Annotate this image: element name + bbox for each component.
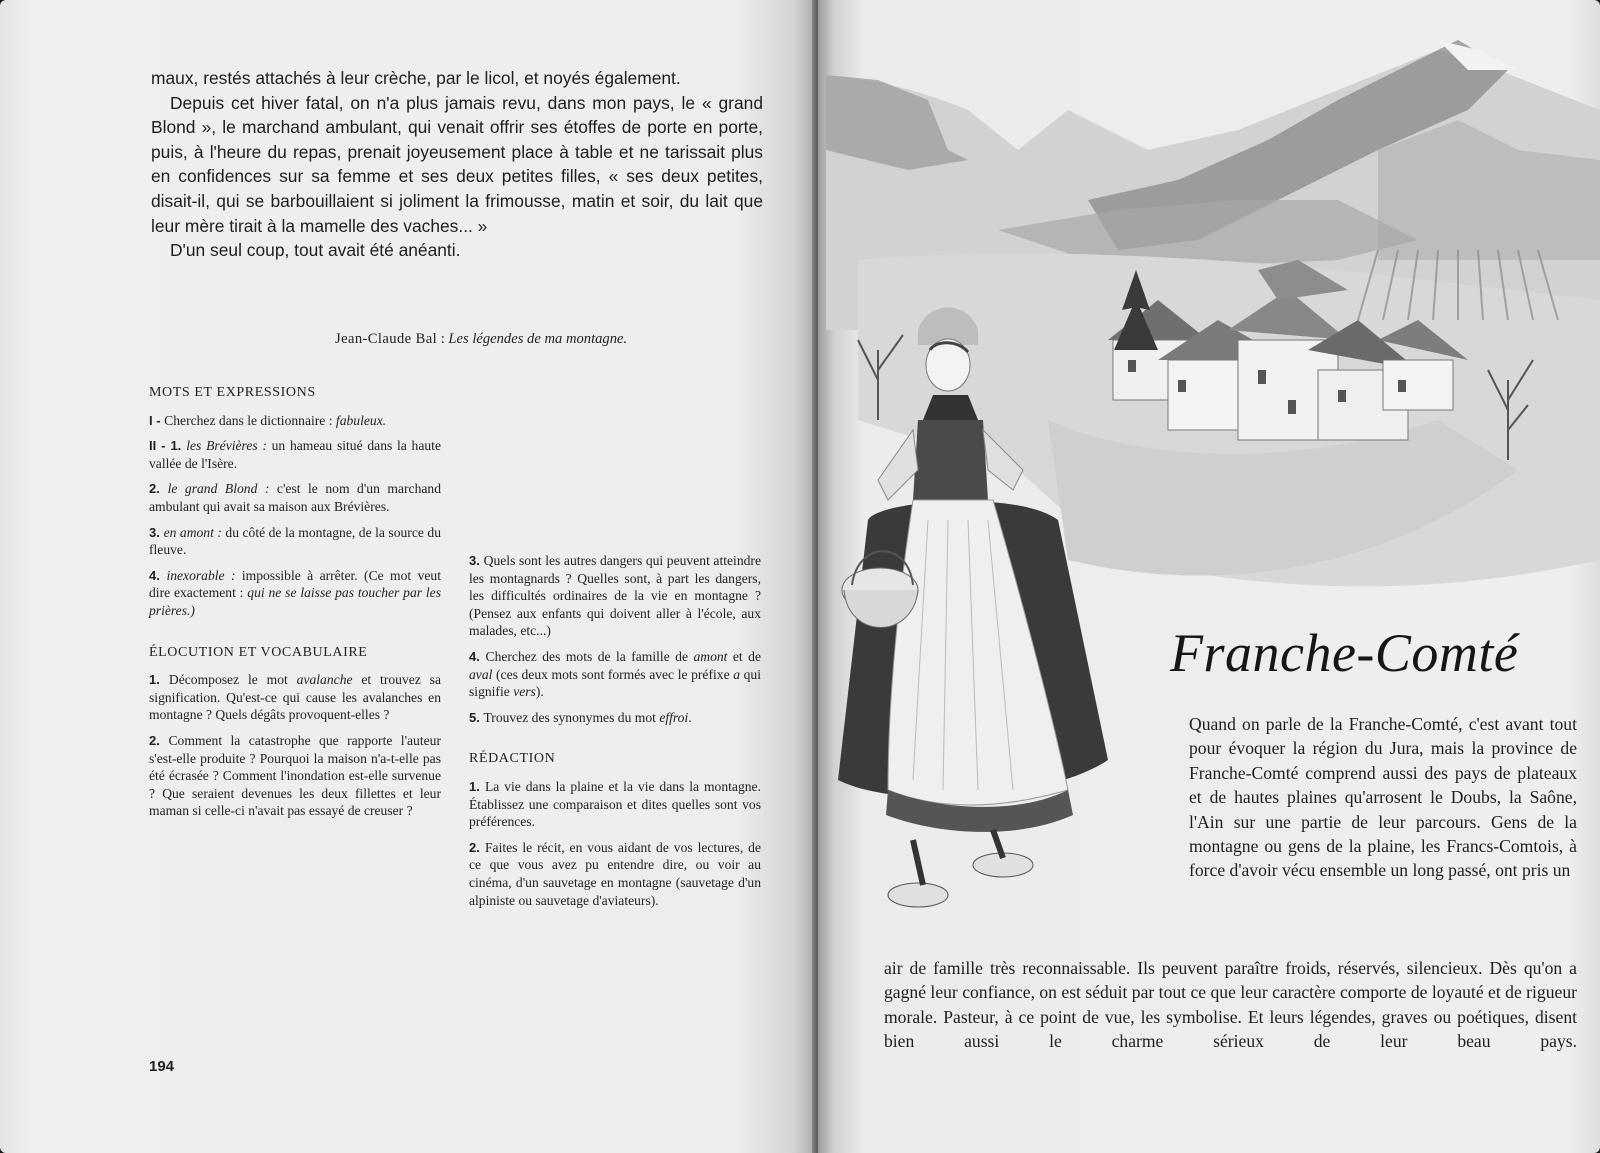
story-paragraph: maux, restés attachés à leur crèche, par le licol, et noyés également. [151, 68, 681, 88]
page-number: 194 [149, 1058, 175, 1075]
story-paragraph: Depuis cet hiver fatal, on n'a plus jamais revu, dans mon pays, le « grand Blond », le marchand ambulant, qui venait offrir ses étoffes de porte en porte, puis, à l'heure du repas, prenait joyeusement place à table et ne tarissait plus en confidences sur sa femme et ses deux petites filles, « ses deux petites, disait-il, qui se barbouillaient si joliment la frimousse, matin et soir, du lait que leur mère tirait à la mamelle des vaches... » [151, 92, 763, 236]
section-heading-redaction: RÉDACTION [469, 751, 556, 767]
story-paragraph: D'un seul coup, tout avait été anéanti. [170, 240, 461, 261]
region-title: Franche-Comté [1170, 623, 1519, 683]
exercise-item: 3. en amont : du côté de la montagne, de la source du fleuve. [149, 524, 441, 558]
right-page [818, 0, 1600, 1153]
exercises-column-2 [469, 384, 761, 917]
intro-text-full: air de famille très reconnaissable. Ils peuvent paraître froids, réservés, silencieux. Dès qu'on a gagné leur confiance, on est séduit par tout ce que leur caractère comporte de loyauté et de rigueur morale. Pasteur, à ce point de vue, les symbolise. Et leurs légendes, graves ou poétiques, disent bien aussi le charme sérieux de leur beau pays. [884, 958, 1577, 1052]
exercise-item: 3. Quels sont les autres dangers qui peuvent atteindre les montagnards ? Quelles sont, à part les dangers, les difficultés ordinaires de la vie en montagne ? (Pensez aux enfants qui doivent aller à l'école, aux malades, etc...) [469, 553, 761, 639]
exercise-item: 5. Trouvez des synonymes du mot effroi. [469, 709, 692, 725]
exercise-item: 2. le grand Blond : c'est le nom d'un marchand ambulant qui avait sa maison aux Brévières. [149, 481, 441, 514]
exercise-item: II - 1. les Brévières : un hameau situé dans la haute vallée de l'Isère. [149, 438, 441, 471]
section-heading-elocution: ÉLOCUTION ET VOCABULAIRE [149, 644, 368, 660]
intro-text-wrapped: Quand on parle de la Franche-Comté, c'est avant tout pour évoquer la région du Jura, mais la province de Franche-Comté comprend aussi des pays de plateaux et de hautes plaines qu'arrosent le Doubs, la Saône, l'Ain sur une partie de leur parcours. Gens de la montagne ou gens de la plaine, les Francs-Comtois, à force d'avoir vécu ensemble un long passé, ont pris un [1189, 714, 1577, 881]
book-title: Les légendes de ma montagne. [448, 331, 628, 347]
exercise-item: 4. inexorable : impossible à arrêter. (Ce mot veut dire exactement : qui ne se laisse pas toucher par les prières.) [149, 567, 441, 618]
source-attribution [335, 331, 627, 348]
attribution-separator: : [437, 331, 449, 347]
exercises-column-1 [149, 384, 441, 828]
exercise-item: 1. Décomposez le mot avalanche et trouvez sa signification. Qu'est-ce qui cause les avalanches en montagne ? Quels dégâts provoquent-elles ? [149, 672, 441, 723]
story-text [151, 66, 763, 263]
exercise-item: 1. La vie dans la plaine et la vie dans la montagne. Établissez une comparaison et dites quelles sont vos préférences. [469, 778, 761, 830]
exercise-item: 2. Faites le récit, en vous aidant de vos lectures, de ce que vous avez pu entendre dire, ou voir au cinéma, d'un sauvetage en montagne (sauvetage d'un alpiniste ou sauvetage d'aviateurs). [469, 839, 761, 908]
exercise-item: 4. Cherchez des mots de la famille de amont et de aval (ces deux mots sont formés avec le préfixe a qui signifie vers). [469, 648, 761, 700]
section-heading-mots: MOTS ET EXPRESSIONS [149, 385, 316, 400]
author-name: Jean-Claude Bal [335, 331, 438, 347]
exercise-item-continued: 2. Comment la catastrophe que rapporte l'auteur s'est-elle produite ? Pourquoi la maison n'a-t-elle pas été écrasée ? Comment l'inondation est-elle survenue ? Que seraient devenues les deux fillettes et leur maman si celle-ci n'avait pas essayé de creuser ? [149, 732, 441, 819]
exercise-item: I - Cherchez dans le dictionnaire : fabuleux. [149, 412, 387, 428]
